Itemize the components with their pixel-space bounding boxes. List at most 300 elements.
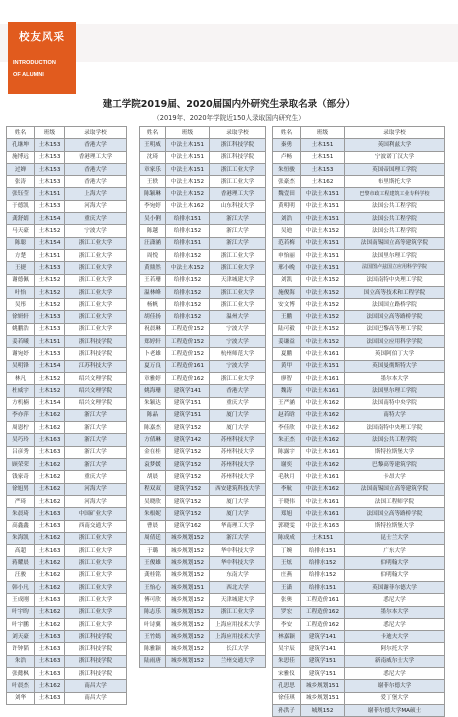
table-header [7,127,127,139]
name-cell: 徐佳琪 [273,692,301,704]
table-row [273,446,445,458]
table-row [273,545,445,557]
name-cell: 朱浩 [7,655,35,667]
table-row [273,213,445,225]
table-body [140,139,266,668]
name-cell: 许钟韬 [7,643,35,655]
column-header: 姓名 [140,127,166,139]
class-cell: 土木163 [35,655,65,667]
table-row [273,434,445,446]
class-cell: 中法土木151 [301,200,345,212]
class-cell: 工程造价161 [166,360,210,372]
name-cell: 胡佳扬 [140,311,166,323]
name-cell: 叶晨杰 [7,680,35,692]
name-cell: 吴小俐 [140,213,166,225]
class-cell: 土木154 [35,213,65,225]
table-row [7,643,127,655]
table-row [140,434,266,446]
class-cell: 土木162 [35,680,65,692]
table-row [273,409,445,421]
table-row [7,483,127,495]
table-row [273,483,445,495]
table-row [7,422,127,434]
name-cell: 张钰莹 [7,188,35,200]
school-cell: 法国国立应用科学学院 [345,336,445,348]
name-cell: 李航 [273,483,301,495]
table-row [7,668,127,680]
name-cell: 魏壹田 [273,188,301,200]
school-cell: 法国南特中央理工学院 [345,274,445,286]
class-cell: 中法土木162 [301,397,345,409]
class-cell: 建筑学162 [166,520,210,532]
name-cell: 叶宇鹏 [7,618,35,630]
class-cell: 土木153 [35,262,65,274]
school-cell: 天津城建大学 [210,274,266,286]
class-cell: 土木152 [35,372,65,384]
school-cell: 法国国立高等路桥学院 [345,311,445,323]
table-row [140,557,266,569]
class-cell: 中法土木161 [301,446,345,458]
school-cell: 浙江工业大学 [210,286,266,298]
name-cell: 郑婷轩 [140,336,166,348]
table-row [273,200,445,212]
table-header [273,127,445,139]
table-row [7,151,127,163]
name-cell: 周恩柠 [7,422,35,434]
school-cell: 香港理工大学 [210,188,266,200]
class-cell: 建筑学151 [301,655,345,667]
class-cell: 工程造价162 [301,606,345,618]
school-cell: 浙江工业大学 [65,286,127,298]
school-cell: 法国里尔理工学院 [345,249,445,261]
school-cell: 法国南特中央理工学院 [345,422,445,434]
name-cell: 朱思佳 [273,655,301,667]
name-cell: 叶宇昀 [7,606,35,618]
table-row [273,323,445,335]
class-cell: 中法土木151 [166,163,210,175]
class-cell: 中法土木151 [301,237,345,249]
class-cell: 土木154 [35,237,65,249]
table-row [7,680,127,692]
table-row [140,471,266,483]
page-subtitle: （2019年、2020年学院近150人录取国内研究生） [153,114,305,122]
class-cell: 中法土木162 [301,483,345,495]
class-cell: 土木153 [301,163,345,175]
name-cell: 章家乐 [140,163,166,175]
table-row [7,225,127,237]
name-cell: 章雅婷 [140,372,166,384]
table-row [7,323,127,335]
name-cell: 王潇 [273,581,301,593]
school-cell: 斯特拉斯堡大学 [345,446,445,458]
school-cell: 浙江工业大学 [65,299,127,311]
school-cell: 兰州交通大学 [210,655,266,667]
school-cell: 上海应用技术大学 [210,618,266,630]
table-row [140,188,266,200]
school-cell: 昆士兰大学 [345,532,445,544]
table-row [140,200,266,212]
name-cell: 金在桂 [140,446,166,458]
column-header: 录取学校 [345,127,445,139]
table-row [140,594,266,606]
school-cell: 绍兴文理学院 [65,397,127,409]
table-row [140,176,266,188]
class-cell: 中法土木162 [166,200,210,212]
school-cell: 巴黎高等建筑学院 [345,459,445,471]
class-cell: 中法土木152 [166,188,210,200]
column-header: 录取学校 [65,127,127,139]
table-row [140,569,266,581]
name-cell: 黄甲 [273,360,301,372]
class-cell: 城乡规划152 [166,569,210,581]
class-cell: 土木163 [35,508,65,520]
name-cell: 申怡丽 [273,249,301,261]
name-cell: 陈嘉杰 [140,422,166,434]
table-row [7,508,127,520]
table-row [140,151,266,163]
table-row [140,274,266,286]
name-cell: 姚鹏浩 [7,323,35,335]
school-cell: 苏州科技大学 [210,459,266,471]
table-row [140,397,266,409]
class-cell: 中法土木152 [301,336,345,348]
class-cell: 城乡规划152 [166,545,210,557]
name-cell: 李佳欣 [273,422,301,434]
table-header [140,127,266,139]
name-cell: 刘凯 [273,274,301,286]
table-row [7,618,127,630]
name-cell: 王竹嫣 [140,631,166,643]
class-cell: 给排水152 [166,311,210,323]
name-cell: 王明威 [140,139,166,151]
school-cell: 法国巴黎高等理工学院 [345,323,445,335]
table-row [273,336,445,348]
name-cell: 王俊雄 [140,557,166,569]
table-row [140,643,266,655]
class-cell: 土木162 [35,581,65,593]
class-cell: 土木163 [35,545,65,557]
school-cell: 国立高等技术和工程学院 [345,286,445,298]
table-row [7,594,127,606]
name-cell: 郭晓雯 [273,520,301,532]
table-row [7,200,127,212]
class-cell: 城乡规划152 [166,655,210,667]
school-cell: 法国公共工程学院 [345,200,445,212]
school-cell: 伯明翰大学 [345,569,445,581]
class-cell: 土木153 [35,311,65,323]
class-cell: 中法土木161 [301,471,345,483]
name-cell: 刘天豪 [7,631,35,643]
table-row [140,286,266,298]
class-cell: 土木162 [35,569,65,581]
table-row [7,372,127,384]
class-cell: 建筑学152 [166,446,210,458]
admission-table-1 [6,126,127,705]
school-cell: 宁波诺丁汉大学 [345,151,445,163]
school-cell: 悉尼大学 [345,594,445,606]
school-cell: 苏州科技大学 [210,446,266,458]
class-cell: 土木162 [35,409,65,421]
name-cell: 秦勇 [273,139,301,151]
class-cell: 土木162 [301,176,345,188]
table-row [140,237,266,249]
name-cell: 夏鹏 [273,348,301,360]
class-cell: 城乡规划151 [301,680,345,692]
school-cell: 浙江工业大学 [65,581,127,593]
school-cell: 斯特拉斯堡大学 [345,520,445,532]
school-cell: 谢菲尔德大学MA硕士 [345,704,445,716]
name-cell: 严琦 [7,495,35,507]
school-cell: 苏州科技大学 [210,471,266,483]
table-row [140,446,266,458]
class-cell: 土木163 [35,446,65,458]
class-cell: 土木152 [35,274,65,286]
school-cell: 浙江科技学院 [65,643,127,655]
name-cell: 郑旭 [273,508,301,520]
name-cell: 于晓伟 [273,495,301,507]
name-cell: 陆雨唐 [140,655,166,667]
class-cell: 土木162 [35,471,65,483]
table-row [273,680,445,692]
table-row [273,668,445,680]
name-cell: 吴迪 [273,225,301,237]
table-row [7,520,127,532]
class-cell: 给排水152 [166,299,210,311]
school-cell: 法国南锡国立高等建筑学院 [345,483,445,495]
class-cell: 工程造价152 [166,323,210,335]
table-row [273,237,445,249]
school-cell: 宁波大学 [210,323,266,335]
name-cell: 邢小晚 [273,262,301,274]
class-cell: 中法土木161 [301,348,345,360]
name-cell: 陈颖琳 [140,188,166,200]
table-row [7,311,127,323]
table-row [273,557,445,569]
table-row [140,545,266,557]
name-cell: 朱颖达 [140,397,166,409]
class-cell: 建筑学152 [166,459,210,471]
name-cell: 杨帆 [140,299,166,311]
class-cell: 中法土木152 [166,176,210,188]
table-row [7,459,127,471]
name-cell: 王鹏 [273,311,301,323]
school-cell: 卡迪夫大学 [345,631,445,643]
brand-name-en-line2: OF ALUMNI [13,72,44,78]
class-cell: 土木152 [35,299,65,311]
school-cell: 英国帝国理工学院 [345,163,445,175]
table-row [140,311,266,323]
school-cell: 悉尼大学 [345,618,445,630]
school-cell: 浙江工业大学 [210,606,266,618]
name-cell: 孙洪子 [273,704,301,716]
class-cell: 中法土木162 [301,409,345,421]
name-cell: 魏涛 [273,385,301,397]
school-cell: 浙江大学 [65,459,127,471]
class-cell: 中法土木151 [166,151,210,163]
name-cell: 徐妍轩 [7,311,35,323]
name-cell: 周倩廷 [140,532,166,544]
school-cell: 浙江科技学院 [65,668,127,680]
table-row [7,385,127,397]
table-row [273,471,445,483]
table-row [140,422,266,434]
class-cell: 中法土木151 [301,249,345,261]
table-row [273,225,445,237]
table-row [140,262,266,274]
table-row [7,581,127,593]
name-cell: 王怡心 [140,581,166,593]
school-cell: 东南大学 [210,569,266,581]
table-row [140,225,266,237]
class-cell: 土木162 [35,557,65,569]
table-row [140,139,266,151]
school-cell: 浙江工业大学 [65,545,127,557]
name-cell: 李亦萍 [7,409,35,421]
class-cell: 土木153 [35,151,65,163]
school-cell: 香港大学 [210,385,266,397]
name-cell: 谢德佩 [7,274,35,286]
name-cell: 龚舒婧 [7,213,35,225]
name-cell: 宋雅仪 [273,668,301,680]
name-cell: 吴巧玲 [7,434,35,446]
name-cell: 吕彦秀 [7,446,35,458]
table-row [273,188,445,200]
table-row [140,483,266,495]
school-cell: 苏州科技大学 [210,434,266,446]
table-row [7,348,127,360]
table-row [7,274,127,286]
name-cell: 方机楠 [7,397,35,409]
class-cell: 工程造价152 [166,336,210,348]
brand-block [8,22,76,94]
table-row [140,213,266,225]
school-cell: 西北大学 [210,581,266,593]
table-body [273,139,445,717]
school-cell: 浙江大学 [65,422,127,434]
school-cell: 香港大学 [65,176,127,188]
class-cell: 中法土木152 [166,262,210,274]
table-row [140,495,266,507]
school-cell: 法国公共工程学院 [345,225,445,237]
class-cell: 中法土木152 [301,311,345,323]
name-cell: 朱根妮 [140,508,166,520]
class-cell: 建筑学151 [301,668,345,680]
name-cell: 杜威宇 [7,385,35,397]
class-cell: 建筑学152 [166,508,210,520]
name-cell: 丁婉 [273,545,301,557]
name-cell: 王成刚 [7,594,35,606]
table-row [140,360,266,372]
school-cell: 阿尔托大学 [345,643,445,655]
school-cell: 香港大学 [65,139,127,151]
name-cell: 安文博 [273,299,301,311]
class-cell: 建筑学142 [166,434,210,446]
school-cell: 温州大学 [210,311,266,323]
table-row [273,360,445,372]
table-row [273,274,445,286]
school-cell: 浙江工业大学 [210,262,266,274]
name-cell: 姜谦益 [273,336,301,348]
brand-name-en-line1: INTRODUCTION [13,60,56,66]
class-cell: 城乡规划151 [301,692,345,704]
school-cell: 厦门大学 [210,422,266,434]
name-cell: 王若珊 [140,274,166,286]
class-cell: 中法土木152 [301,274,345,286]
school-cell: 浙江大学 [65,434,127,446]
school-cell: 河海大学 [65,200,127,212]
name-cell: 赵若晗 [273,409,301,421]
school-cell: 厦门大学 [210,495,266,507]
name-cell: 吴彤 [7,299,35,311]
table-row [273,372,445,384]
table-row [273,385,445,397]
school-cell: 浙江工业大学 [65,618,127,630]
table-row [7,606,127,618]
table-row [140,618,266,630]
school-cell: 法国国立高等路桥学院 [345,508,445,520]
table-row [7,213,127,225]
class-cell: 土木153 [35,176,65,188]
table-row [273,311,445,323]
name-cell: 李安 [273,618,301,630]
table-row [273,508,445,520]
table-row [7,631,127,643]
school-cell: 浙江大学 [210,237,266,249]
table-row [273,618,445,630]
name-cell: 王轶 [140,176,166,188]
class-cell: 建筑学141 [166,385,210,397]
school-cell: 重庆大学 [65,471,127,483]
class-cell: 中法土木152 [301,225,345,237]
class-cell: 土木162 [35,606,65,618]
school-cell: 长江大学 [210,643,266,655]
table-row [7,360,127,372]
table-row [273,139,445,151]
brand-name-cn: 校友风采 [19,31,65,43]
column-header: 班级 [35,127,65,139]
table-row [140,249,266,261]
class-cell: 中法土木151 [301,360,345,372]
class-cell: 中法土木162 [301,434,345,446]
class-cell: 中法土木152 [301,286,345,298]
column-header: 录取学校 [210,127,266,139]
table-row [7,286,127,298]
table-row [273,176,445,188]
name-cell: 徐旭男 [7,483,35,495]
school-cell: 浙江大学 [65,446,127,458]
school-cell: 上海大学 [65,188,127,200]
table-row [273,569,445,581]
column-header: 班级 [166,127,210,139]
class-cell: 土木162 [35,495,65,507]
class-cell: 土木162 [35,532,65,544]
school-cell: 浙江大学 [210,532,266,544]
name-cell: 顾荣荣 [7,459,35,471]
table-row [7,569,127,581]
name-cell: 沈琦 [140,151,166,163]
class-cell: 给排水152 [301,557,345,569]
table-row [273,299,445,311]
school-cell: 巴黎市政工程建筑工业专科学校 [345,188,445,200]
class-cell: 中法土木152 [301,323,345,335]
table-row [140,459,266,471]
table-row [273,163,445,175]
name-cell: 吴明锋 [7,360,35,372]
table-row [7,434,127,446]
school-cell: 宁波大学 [210,336,266,348]
school-cell: 浙江科技学院 [65,336,127,348]
school-cell: 英国谢菲尔德大学 [345,581,445,593]
